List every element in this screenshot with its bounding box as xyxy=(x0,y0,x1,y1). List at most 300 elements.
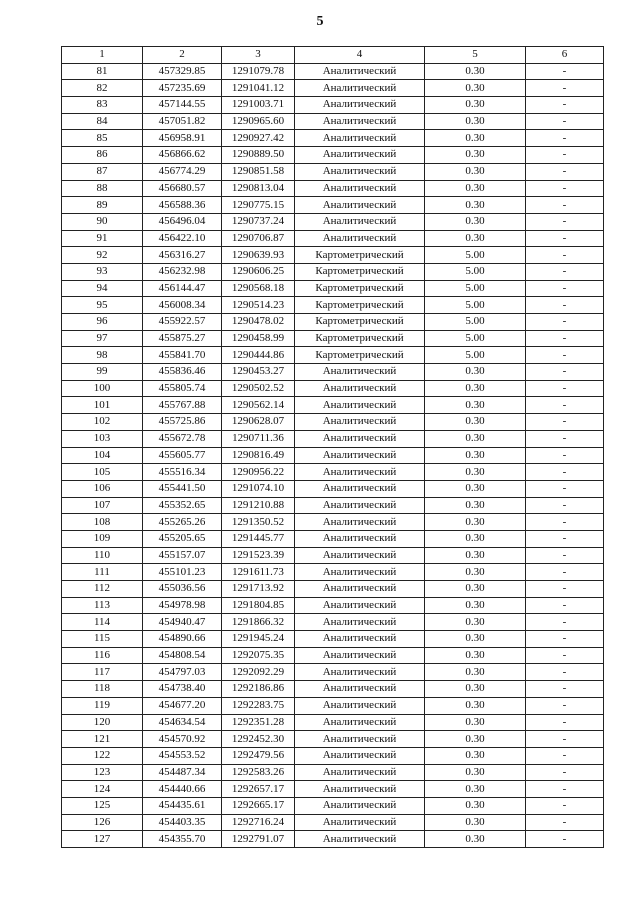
y-coordinate-cell: 1291210.88 xyxy=(222,497,295,514)
y-coordinate-cell: 1290737.24 xyxy=(222,213,295,230)
page-number: 5 xyxy=(316,14,324,29)
x-coordinate-cell: 457144.55 xyxy=(143,97,222,114)
x-coordinate-cell: 454797.03 xyxy=(143,664,222,681)
accuracy-cell: 5.00 xyxy=(425,297,526,314)
table-row xyxy=(62,63,604,80)
accuracy-cell: 0.30 xyxy=(425,781,526,798)
method-cell: Картометрический xyxy=(295,280,425,297)
point-number-cell: 114 xyxy=(62,614,143,631)
note-cell: - xyxy=(526,397,604,414)
point-number-cell: 112 xyxy=(62,581,143,598)
table-row xyxy=(62,614,604,631)
method-cell: Аналитический xyxy=(295,597,425,614)
note-cell: - xyxy=(526,130,604,147)
y-coordinate-cell: 1291445.77 xyxy=(222,530,295,547)
accuracy-cell: 0.30 xyxy=(425,180,526,197)
accuracy-cell: 0.30 xyxy=(425,614,526,631)
table-row xyxy=(62,397,604,414)
accuracy-cell: 0.30 xyxy=(425,797,526,814)
method-cell: Аналитический xyxy=(295,747,425,764)
method-cell: Аналитический xyxy=(295,380,425,397)
column-header: 4 xyxy=(295,47,425,64)
table-row xyxy=(62,380,604,397)
method-cell: Аналитический xyxy=(295,464,425,481)
point-number-cell: 98 xyxy=(62,347,143,364)
table-row xyxy=(62,464,604,481)
accuracy-cell: 0.30 xyxy=(425,97,526,114)
note-cell: - xyxy=(526,831,604,848)
point-number-cell: 93 xyxy=(62,263,143,280)
accuracy-cell: 0.30 xyxy=(425,631,526,648)
y-coordinate-cell: 1292665.17 xyxy=(222,797,295,814)
x-coordinate-cell: 454738.40 xyxy=(143,681,222,698)
table-row xyxy=(62,547,604,564)
y-coordinate-cell: 1291041.12 xyxy=(222,80,295,97)
table-row xyxy=(62,781,604,798)
accuracy-cell: 0.30 xyxy=(425,163,526,180)
note-cell: - xyxy=(526,597,604,614)
x-coordinate-cell: 454808.54 xyxy=(143,647,222,664)
y-coordinate-cell: 1292479.56 xyxy=(222,747,295,764)
accuracy-cell: 0.30 xyxy=(425,514,526,531)
note-cell: - xyxy=(526,347,604,364)
accuracy-cell: 5.00 xyxy=(425,280,526,297)
x-coordinate-cell: 455036.56 xyxy=(143,581,222,598)
y-coordinate-cell: 1290502.52 xyxy=(222,380,295,397)
x-coordinate-cell: 454890.66 xyxy=(143,631,222,648)
x-coordinate-cell: 455265.26 xyxy=(143,514,222,531)
x-coordinate-cell: 456774.29 xyxy=(143,163,222,180)
note-cell: - xyxy=(526,297,604,314)
accuracy-cell: 0.30 xyxy=(425,714,526,731)
note-cell: - xyxy=(526,197,604,214)
y-coordinate-cell: 1290816.49 xyxy=(222,447,295,464)
table-row xyxy=(62,297,604,314)
y-coordinate-cell: 1290444.86 xyxy=(222,347,295,364)
column-header: 3 xyxy=(222,47,295,64)
x-coordinate-cell: 454940.47 xyxy=(143,614,222,631)
x-coordinate-cell: 455875.27 xyxy=(143,330,222,347)
method-cell: Аналитический xyxy=(295,831,425,848)
table-row xyxy=(62,447,604,464)
x-coordinate-cell: 456232.98 xyxy=(143,263,222,280)
y-coordinate-cell: 1290813.04 xyxy=(222,180,295,197)
accuracy-cell: 0.30 xyxy=(425,230,526,247)
note-cell: - xyxy=(526,564,604,581)
accuracy-cell: 0.30 xyxy=(425,497,526,514)
y-coordinate-cell: 1292092.29 xyxy=(222,664,295,681)
table-row xyxy=(62,213,604,230)
note-cell: - xyxy=(526,263,604,280)
table-body xyxy=(62,63,604,847)
point-number-cell: 127 xyxy=(62,831,143,848)
method-cell: Аналитический xyxy=(295,647,425,664)
x-coordinate-cell: 455157.07 xyxy=(143,547,222,564)
y-coordinate-cell: 1290851.58 xyxy=(222,163,295,180)
method-cell: Аналитический xyxy=(295,564,425,581)
note-cell: - xyxy=(526,113,604,130)
note-cell: - xyxy=(526,414,604,431)
column-header: 5 xyxy=(425,47,526,64)
point-number-cell: 89 xyxy=(62,197,143,214)
note-cell: - xyxy=(526,430,604,447)
point-number-cell: 94 xyxy=(62,280,143,297)
y-coordinate-cell: 1290965.60 xyxy=(222,113,295,130)
x-coordinate-cell: 455441.50 xyxy=(143,480,222,497)
accuracy-cell: 0.30 xyxy=(425,764,526,781)
note-cell: - xyxy=(526,447,604,464)
method-cell: Аналитический xyxy=(295,797,425,814)
table-row xyxy=(62,797,604,814)
x-coordinate-cell: 454570.92 xyxy=(143,731,222,748)
table-row xyxy=(62,80,604,97)
x-coordinate-cell: 457051.82 xyxy=(143,113,222,130)
table-row xyxy=(62,564,604,581)
point-number-cell: 113 xyxy=(62,597,143,614)
point-number-cell: 92 xyxy=(62,247,143,264)
point-number-cell: 101 xyxy=(62,397,143,414)
x-coordinate-cell: 455836.46 xyxy=(143,364,222,381)
column-header: 2 xyxy=(143,47,222,64)
table-row xyxy=(62,364,604,381)
note-cell: - xyxy=(526,747,604,764)
point-number-cell: 100 xyxy=(62,380,143,397)
method-cell: Аналитический xyxy=(295,397,425,414)
x-coordinate-cell: 456008.34 xyxy=(143,297,222,314)
point-number-cell: 97 xyxy=(62,330,143,347)
table-row xyxy=(62,514,604,531)
x-coordinate-cell: 454403.35 xyxy=(143,814,222,831)
x-coordinate-cell: 456422.10 xyxy=(143,230,222,247)
note-cell: - xyxy=(526,714,604,731)
y-coordinate-cell: 1290514.23 xyxy=(222,297,295,314)
y-coordinate-cell: 1292351.28 xyxy=(222,714,295,731)
method-cell: Аналитический xyxy=(295,514,425,531)
column-header: 6 xyxy=(526,47,604,64)
accuracy-cell: 5.00 xyxy=(425,330,526,347)
point-number-cell: 124 xyxy=(62,781,143,798)
point-number-cell: 96 xyxy=(62,314,143,331)
note-cell: - xyxy=(526,230,604,247)
point-number-cell: 110 xyxy=(62,547,143,564)
table-row xyxy=(62,581,604,598)
y-coordinate-cell: 1292283.75 xyxy=(222,697,295,714)
method-cell: Аналитический xyxy=(295,781,425,798)
point-number-cell: 83 xyxy=(62,97,143,114)
y-coordinate-cell: 1290606.25 xyxy=(222,263,295,280)
method-cell: Аналитический xyxy=(295,614,425,631)
y-coordinate-cell: 1290706.87 xyxy=(222,230,295,247)
point-number-cell: 107 xyxy=(62,497,143,514)
table-header-row xyxy=(62,47,604,64)
point-number-cell: 104 xyxy=(62,447,143,464)
table-row xyxy=(62,347,604,364)
x-coordinate-cell: 456958.91 xyxy=(143,130,222,147)
accuracy-cell: 0.30 xyxy=(425,80,526,97)
point-number-cell: 90 xyxy=(62,213,143,230)
y-coordinate-cell: 1291523.39 xyxy=(222,547,295,564)
table-row xyxy=(62,631,604,648)
y-coordinate-cell: 1291713.92 xyxy=(222,581,295,598)
x-coordinate-cell: 454355.70 xyxy=(143,831,222,848)
accuracy-cell: 0.30 xyxy=(425,731,526,748)
table-row xyxy=(62,197,604,214)
x-coordinate-cell: 455205.65 xyxy=(143,530,222,547)
table-row xyxy=(62,764,604,781)
method-cell: Картометрический xyxy=(295,314,425,331)
y-coordinate-cell: 1292452.30 xyxy=(222,731,295,748)
table-row xyxy=(62,330,604,347)
x-coordinate-cell: 455101.23 xyxy=(143,564,222,581)
table-row xyxy=(62,230,604,247)
table-row xyxy=(62,263,604,280)
y-coordinate-cell: 1290478.02 xyxy=(222,314,295,331)
method-cell: Аналитический xyxy=(295,430,425,447)
x-coordinate-cell: 456680.57 xyxy=(143,180,222,197)
y-coordinate-cell: 1292583.26 xyxy=(222,764,295,781)
method-cell: Аналитический xyxy=(295,113,425,130)
point-number-cell: 111 xyxy=(62,564,143,581)
method-cell: Картометрический xyxy=(295,247,425,264)
table-row xyxy=(62,280,604,297)
note-cell: - xyxy=(526,647,604,664)
method-cell: Аналитический xyxy=(295,631,425,648)
y-coordinate-cell: 1291866.32 xyxy=(222,614,295,631)
method-cell: Аналитический xyxy=(295,697,425,714)
method-cell: Аналитический xyxy=(295,147,425,164)
note-cell: - xyxy=(526,180,604,197)
table-row xyxy=(62,681,604,698)
y-coordinate-cell: 1291074.10 xyxy=(222,480,295,497)
table-row xyxy=(62,314,604,331)
x-coordinate-cell: 455352.65 xyxy=(143,497,222,514)
accuracy-cell: 0.30 xyxy=(425,197,526,214)
method-cell: Аналитический xyxy=(295,681,425,698)
accuracy-cell: 0.30 xyxy=(425,831,526,848)
x-coordinate-cell: 455805.74 xyxy=(143,380,222,397)
y-coordinate-cell: 1291350.52 xyxy=(222,514,295,531)
table-row xyxy=(62,814,604,831)
point-number-cell: 88 xyxy=(62,180,143,197)
method-cell: Аналитический xyxy=(295,581,425,598)
table-row xyxy=(62,414,604,431)
point-number-cell: 122 xyxy=(62,747,143,764)
method-cell: Аналитический xyxy=(295,764,425,781)
y-coordinate-cell: 1290458.99 xyxy=(222,330,295,347)
point-number-cell: 126 xyxy=(62,814,143,831)
accuracy-cell: 0.30 xyxy=(425,63,526,80)
table-row xyxy=(62,113,604,130)
accuracy-cell: 0.30 xyxy=(425,380,526,397)
y-coordinate-cell: 1290568.18 xyxy=(222,280,295,297)
y-coordinate-cell: 1290956.22 xyxy=(222,464,295,481)
accuracy-cell: 0.30 xyxy=(425,480,526,497)
y-coordinate-cell: 1290711.36 xyxy=(222,430,295,447)
method-cell: Аналитический xyxy=(295,63,425,80)
y-coordinate-cell: 1290927.42 xyxy=(222,130,295,147)
table-row xyxy=(62,247,604,264)
accuracy-cell: 0.30 xyxy=(425,564,526,581)
y-coordinate-cell: 1292657.17 xyxy=(222,781,295,798)
method-cell: Аналитический xyxy=(295,130,425,147)
point-number-cell: 115 xyxy=(62,631,143,648)
point-number-cell: 81 xyxy=(62,63,143,80)
accuracy-cell: 0.30 xyxy=(425,664,526,681)
accuracy-cell: 5.00 xyxy=(425,314,526,331)
column-header: 1 xyxy=(62,47,143,64)
table-row xyxy=(62,731,604,748)
point-number-cell: 117 xyxy=(62,664,143,681)
y-coordinate-cell: 1290628.07 xyxy=(222,414,295,431)
point-number-cell: 119 xyxy=(62,697,143,714)
y-coordinate-cell: 1290562.14 xyxy=(222,397,295,414)
accuracy-cell: 0.30 xyxy=(425,581,526,598)
x-coordinate-cell: 456316.27 xyxy=(143,247,222,264)
accuracy-cell: 0.30 xyxy=(425,681,526,698)
note-cell: - xyxy=(526,697,604,714)
accuracy-cell: 0.30 xyxy=(425,130,526,147)
table-row xyxy=(62,831,604,848)
note-cell: - xyxy=(526,464,604,481)
accuracy-cell: 0.30 xyxy=(425,530,526,547)
y-coordinate-cell: 1292075.35 xyxy=(222,647,295,664)
accuracy-cell: 0.30 xyxy=(425,414,526,431)
point-number-cell: 95 xyxy=(62,297,143,314)
accuracy-cell: 0.30 xyxy=(425,697,526,714)
table-row xyxy=(62,430,604,447)
accuracy-cell: 0.30 xyxy=(425,647,526,664)
y-coordinate-cell: 1291079.78 xyxy=(222,63,295,80)
accuracy-cell: 0.30 xyxy=(425,213,526,230)
accuracy-cell: 0.30 xyxy=(425,113,526,130)
accuracy-cell: 0.30 xyxy=(425,364,526,381)
x-coordinate-cell: 455516.34 xyxy=(143,464,222,481)
note-cell: - xyxy=(526,781,604,798)
point-number-cell: 102 xyxy=(62,414,143,431)
note-cell: - xyxy=(526,380,604,397)
table-row xyxy=(62,714,604,731)
y-coordinate-cell: 1291611.73 xyxy=(222,564,295,581)
method-cell: Аналитический xyxy=(295,163,425,180)
x-coordinate-cell: 454440.66 xyxy=(143,781,222,798)
accuracy-cell: 0.30 xyxy=(425,430,526,447)
method-cell: Аналитический xyxy=(295,364,425,381)
method-cell: Аналитический xyxy=(295,80,425,97)
y-coordinate-cell: 1291003.71 xyxy=(222,97,295,114)
note-cell: - xyxy=(526,330,604,347)
note-cell: - xyxy=(526,480,604,497)
accuracy-cell: 5.00 xyxy=(425,347,526,364)
note-cell: - xyxy=(526,530,604,547)
x-coordinate-cell: 456588.36 xyxy=(143,197,222,214)
note-cell: - xyxy=(526,63,604,80)
note-cell: - xyxy=(526,314,604,331)
x-coordinate-cell: 455605.77 xyxy=(143,447,222,464)
note-cell: - xyxy=(526,213,604,230)
y-coordinate-cell: 1291804.85 xyxy=(222,597,295,614)
x-coordinate-cell: 456866.62 xyxy=(143,147,222,164)
method-cell: Аналитический xyxy=(295,814,425,831)
method-cell: Картометрический xyxy=(295,297,425,314)
x-coordinate-cell: 455841.70 xyxy=(143,347,222,364)
y-coordinate-cell: 1290889.50 xyxy=(222,147,295,164)
x-coordinate-cell: 455767.88 xyxy=(143,397,222,414)
accuracy-cell: 0.30 xyxy=(425,447,526,464)
method-cell: Аналитический xyxy=(295,530,425,547)
x-coordinate-cell: 454553.52 xyxy=(143,747,222,764)
table-row xyxy=(62,530,604,547)
point-number-cell: 109 xyxy=(62,530,143,547)
point-number-cell: 121 xyxy=(62,731,143,748)
table-row xyxy=(62,647,604,664)
x-coordinate-cell: 454487.34 xyxy=(143,764,222,781)
note-cell: - xyxy=(526,280,604,297)
table-row xyxy=(62,180,604,197)
method-cell: Аналитический xyxy=(295,480,425,497)
y-coordinate-cell: 1292716.24 xyxy=(222,814,295,831)
note-cell: - xyxy=(526,364,604,381)
method-cell: Аналитический xyxy=(295,714,425,731)
x-coordinate-cell: 454978.98 xyxy=(143,597,222,614)
method-cell: Картометрический xyxy=(295,330,425,347)
point-number-cell: 82 xyxy=(62,80,143,97)
note-cell: - xyxy=(526,547,604,564)
table-row xyxy=(62,130,604,147)
y-coordinate-cell: 1290639.93 xyxy=(222,247,295,264)
accuracy-cell: 5.00 xyxy=(425,247,526,264)
note-cell: - xyxy=(526,147,604,164)
method-cell: Аналитический xyxy=(295,97,425,114)
note-cell: - xyxy=(526,514,604,531)
point-number-cell: 91 xyxy=(62,230,143,247)
point-number-cell: 118 xyxy=(62,681,143,698)
point-number-cell: 108 xyxy=(62,514,143,531)
x-coordinate-cell: 456144.47 xyxy=(143,280,222,297)
point-number-cell: 87 xyxy=(62,163,143,180)
method-cell: Картометрический xyxy=(295,263,425,280)
x-coordinate-cell: 455725.86 xyxy=(143,414,222,431)
note-cell: - xyxy=(526,247,604,264)
note-cell: - xyxy=(526,681,604,698)
x-coordinate-cell: 454435.61 xyxy=(143,797,222,814)
accuracy-cell: 5.00 xyxy=(425,263,526,280)
table-row xyxy=(62,147,604,164)
accuracy-cell: 0.30 xyxy=(425,147,526,164)
method-cell: Аналитический xyxy=(295,547,425,564)
y-coordinate-cell: 1292791.07 xyxy=(222,831,295,848)
table-row xyxy=(62,747,604,764)
point-number-cell: 106 xyxy=(62,480,143,497)
point-number-cell: 86 xyxy=(62,147,143,164)
accuracy-cell: 0.30 xyxy=(425,464,526,481)
table-row xyxy=(62,664,604,681)
coordinates-table xyxy=(61,46,604,848)
method-cell: Аналитический xyxy=(295,497,425,514)
method-cell: Аналитический xyxy=(295,230,425,247)
x-coordinate-cell: 457235.69 xyxy=(143,80,222,97)
point-number-cell: 103 xyxy=(62,430,143,447)
note-cell: - xyxy=(526,581,604,598)
point-number-cell: 116 xyxy=(62,647,143,664)
point-number-cell: 85 xyxy=(62,130,143,147)
note-cell: - xyxy=(526,614,604,631)
note-cell: - xyxy=(526,80,604,97)
x-coordinate-cell: 456496.04 xyxy=(143,213,222,230)
y-coordinate-cell: 1292186.86 xyxy=(222,681,295,698)
point-number-cell: 84 xyxy=(62,113,143,130)
point-number-cell: 105 xyxy=(62,464,143,481)
x-coordinate-cell: 457329.85 xyxy=(143,63,222,80)
